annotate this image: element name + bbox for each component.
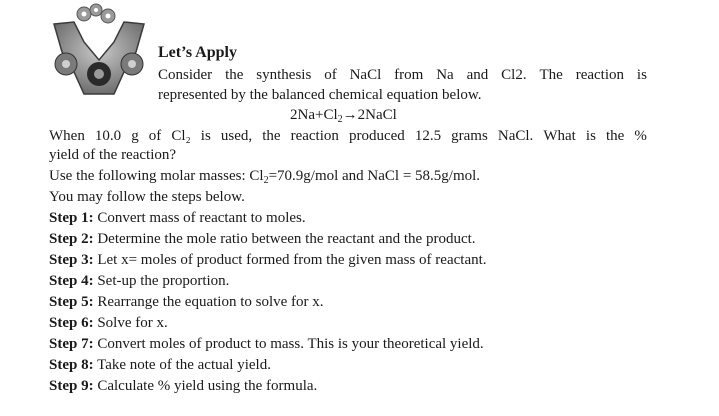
step-label: Step 2:: [49, 231, 94, 247]
step-4: [49, 272, 229, 290]
molar-masses-line: [49, 167, 480, 185]
step-label: Step 4:: [49, 273, 94, 289]
word: the: [262, 128, 281, 144]
step-text: Take note of the actual yield.: [93, 357, 271, 373]
word: produced: [348, 128, 405, 144]
word: reaction: [290, 128, 339, 144]
step-1: [49, 209, 306, 227]
word: reaction: [575, 67, 625, 83]
step-label: Step 3:: [49, 252, 94, 268]
question-line-2: yield of the reaction?: [49, 147, 177, 163]
wrench-gears-icon: [44, 2, 154, 102]
step-text: Convert mass of reactant to moles.: [93, 210, 306, 226]
word: is: [200, 128, 211, 144]
equation-suffix: →2NaCl: [342, 107, 397, 123]
word: 12.5: [414, 128, 442, 144]
step-text: Convert moles of product to mass. This is your theoretical yield.: [93, 336, 484, 352]
step-text: Set-up the proportion.: [93, 273, 230, 289]
word: Cl2.: [501, 67, 527, 83]
word: the: [605, 128, 625, 144]
step-text: Rearrange the equation to solve for x.: [93, 294, 324, 310]
step-text: Determine the mole ratio between the reactant and the product.: [93, 231, 476, 247]
word: 10.0: [94, 128, 122, 144]
word: NaCl: [349, 67, 382, 83]
molar-masses-subscript: 2: [263, 175, 269, 186]
word: What: [543, 128, 576, 144]
word: Cl₂: [171, 128, 191, 144]
step-6: [49, 314, 168, 332]
intro-line-1: [158, 66, 647, 84]
word: Consider: [158, 67, 213, 83]
step-label: Step 8:: [49, 357, 94, 373]
equation-subscript: 2: [337, 114, 343, 125]
word: Na: [436, 67, 454, 83]
word: g: [131, 128, 139, 144]
word: The: [539, 67, 563, 83]
equation-prefix: 2Na+Cl: [290, 107, 338, 123]
step-5: [49, 293, 324, 311]
step-text: Solve for x.: [93, 315, 168, 331]
step-label: Step 6:: [49, 315, 94, 331]
follow-steps-line: You may follow the steps below.: [49, 189, 245, 205]
step-label: Step 7:: [49, 336, 94, 352]
word: the: [225, 67, 244, 83]
balanced-equation: [290, 106, 397, 124]
molar-masses-suffix: =70.9g/mol and NaCl = 58.5g/mol.: [268, 168, 481, 184]
step-8: [49, 356, 271, 374]
step-3: [49, 251, 487, 269]
step-text: Calculate % yield using the formula.: [93, 378, 318, 394]
word: synthesis: [256, 67, 312, 83]
word: is: [585, 128, 596, 144]
step-label: Step 9:: [49, 378, 94, 394]
step-7: [49, 335, 484, 353]
word: is: [636, 67, 647, 83]
step-text: Let x= moles of product formed from the given mass of reactant.: [93, 252, 487, 268]
question-line-1: [49, 127, 647, 145]
section-title: Let’s Apply: [158, 44, 237, 61]
step-label: Step 5:: [49, 294, 94, 310]
step-9: [49, 377, 317, 395]
word: NaCl.: [497, 128, 534, 144]
intro-line-2: represented by the balanced chemical equation below.: [158, 87, 482, 103]
step-2: [49, 230, 476, 248]
word: and: [466, 67, 489, 83]
step-label: Step 1:: [49, 210, 94, 226]
word: %: [634, 128, 647, 144]
word: When: [49, 128, 85, 144]
molar-masses-prefix: Use the following molar masses: Cl: [49, 168, 264, 184]
word: used,: [220, 128, 253, 144]
word: from: [394, 67, 424, 83]
word: of: [148, 128, 162, 144]
word: of: [324, 67, 337, 83]
word: grams: [451, 128, 488, 144]
